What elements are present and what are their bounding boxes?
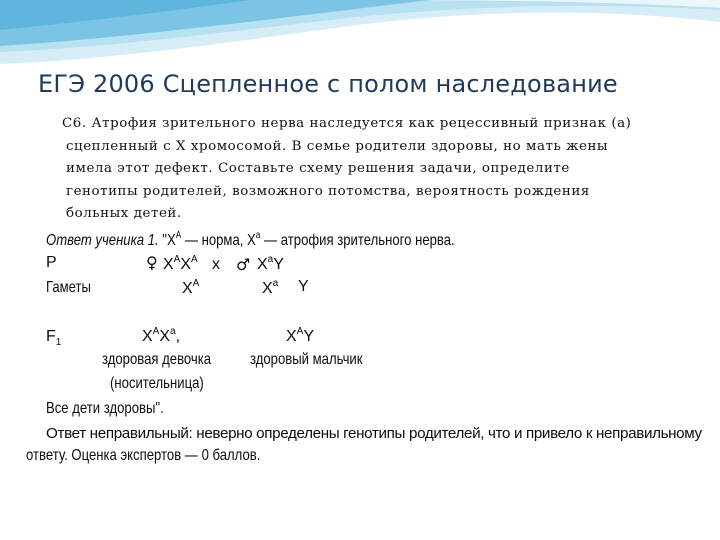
legend-text: — норма, Х <box>181 232 256 249</box>
legend-text: "Х <box>158 232 176 249</box>
male-icon: ♂ <box>236 255 251 274</box>
parents-label: Р <box>46 254 57 271</box>
task-line: больных детей. <box>66 206 182 221</box>
gametes-label: Гаметы <box>46 279 91 296</box>
child1-genotype: $Х^АХ^a$, <box>142 326 181 345</box>
child1-description: здоровая девочка <box>102 351 212 368</box>
male-gamete-y: Y <box>298 278 309 295</box>
male-gamete-x: $Х^a$ <box>262 278 279 297</box>
student-answer-label: Ответ ученика 1. <box>46 232 159 249</box>
female-icon: ♀ <box>146 253 158 272</box>
task-line: С6. Атрофия зрительного нерва наследуется как рецессивный признак (а) <box>62 116 632 131</box>
cross-sign: х <box>212 256 220 273</box>
child2-genotype: $Х^АY$ <box>286 326 315 345</box>
task-line: сцепленный с Х хромосомой. В семье родители здоровы, но мать жены <box>66 138 609 154</box>
child1-carrier-note: (носительница) <box>110 375 204 392</box>
answer-header-line <box>46 230 544 250</box>
task-line: имела этот дефект. Составьте схему решения задачи, определите <box>66 161 570 176</box>
allele-sup: А <box>175 230 182 241</box>
allele-sup: а <box>255 230 261 241</box>
male-genotype: $Х^aY$ <box>257 254 284 273</box>
female-gamete: $Х^А$ <box>182 278 200 297</box>
legend-text: — атрофия зрительного нерва. <box>260 232 455 249</box>
all-healthy-text: Все дети здоровы". <box>46 400 164 417</box>
verdict-line-2: ответу. Оценка экспертов — 0 баллов. <box>26 447 261 464</box>
task-line: генотипы родителей, возможного потомства, вероятность рождения <box>66 183 590 199</box>
scanned-answer <box>20 226 710 474</box>
child2-description: здоровый мальчик <box>250 351 363 368</box>
slide-title: ЕГЭ 2006 Сцепленное с полом наследование <box>38 70 618 98</box>
verdict-line-1: Ответ неправильный: неверно определены генотипы родителей, что и привело к неправильному <box>46 425 702 442</box>
female-genotype: $Х^АХ^А$ <box>163 254 198 273</box>
f1-label: $F_1$ <box>46 328 62 349</box>
task-text <box>62 113 696 226</box>
